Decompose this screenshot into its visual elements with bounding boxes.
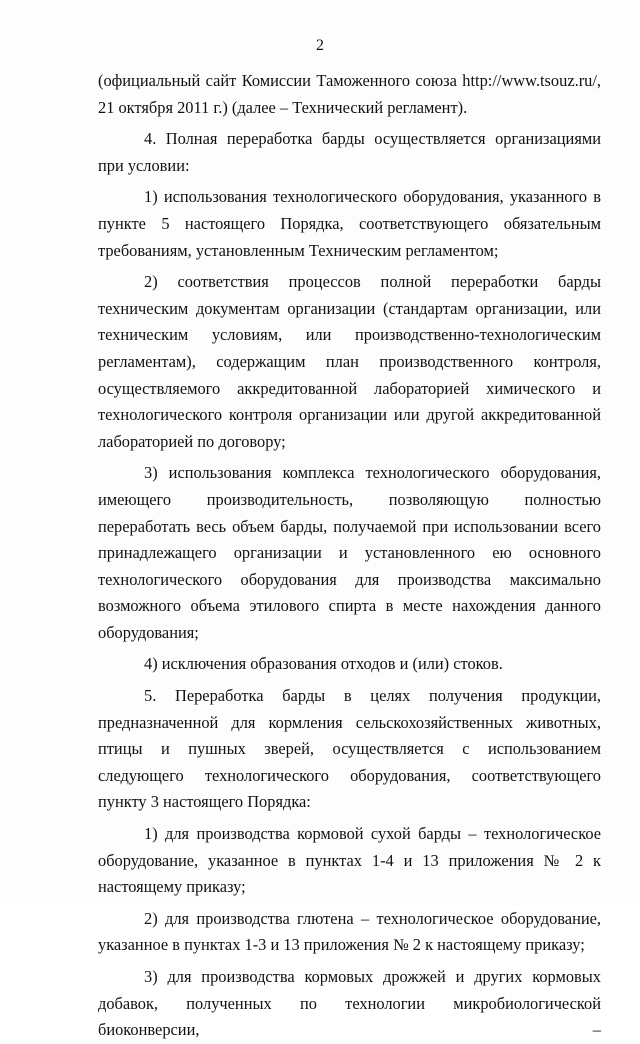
paragraph-item-5: 5. Переработка барды в целях получения продукции, предназначенной для кормления сельскохозяйственных животных, птицы и пушных зверей, осуществляется с использованием следующего технологического оборудования, соответствующего пункту 3 настоящего Порядка: [98, 686, 601, 812]
paragraph-item-5-2: 2) для производства глютена – технологическое оборудование, указанное в пунктах 1-3 и 13 приложения № 2 к настоящему приказу; [98, 908, 601, 955]
paragraph-item-4-3: 3) использования комплекса технологического оборудования, имеющего производительность, позволяющую полностью переработать весь объем барды, получаемой при использовании всего принадлежащего организации и установленного ею основного технологического оборудования для производства максимально возможного объема этилового спирта в месте нахождения данного оборудования; [98, 463, 601, 642]
paragraph-item-4-2: 2) соответствия процессов полной переработки барды техническим документам организации (стандартам организации, или техническим условиям, или производственно-технологическим регламентам), содержащим план производственного контроля, осуществляемого аккредитованной лабораторией химического и технологического контроля организации или другой аккредитованной лабораторией по договору; [98, 272, 601, 451]
paragraph-item-5-3: 3) для производства кормовых дрожжей и других кормовых добавок, полученных по технологии микробиологической биоконверсии, – [98, 967, 601, 1040]
page-number: 2 [316, 37, 324, 54]
paragraph-item-5-1: 1) для производства кормовой сухой барды – технологическое оборудование, указанное в пунктах 1-4 и 13 приложения № 2 к настоящему приказу; [98, 824, 601, 897]
paragraph-item-4-4: 4) исключения образования отходов и (или) стоков. [144, 654, 503, 674]
paragraph-item-4: 4. Полная переработка барды осуществляется организациями при условии: [98, 129, 601, 175]
document-body [98, 68, 601, 1044]
paragraph-continuation: (официальный сайт Комиссии Таможенного союза http://www.tsouz.ru/, 21 октября 2011 г.) (далее – Технический регламент). [98, 71, 601, 117]
paragraph-item-4-1: 1) использования технологического оборудования, указанного в пункте 5 настоящего Порядка, соответствующего обязательным требованиям, установленным Техническим регламентом; [98, 187, 601, 260]
